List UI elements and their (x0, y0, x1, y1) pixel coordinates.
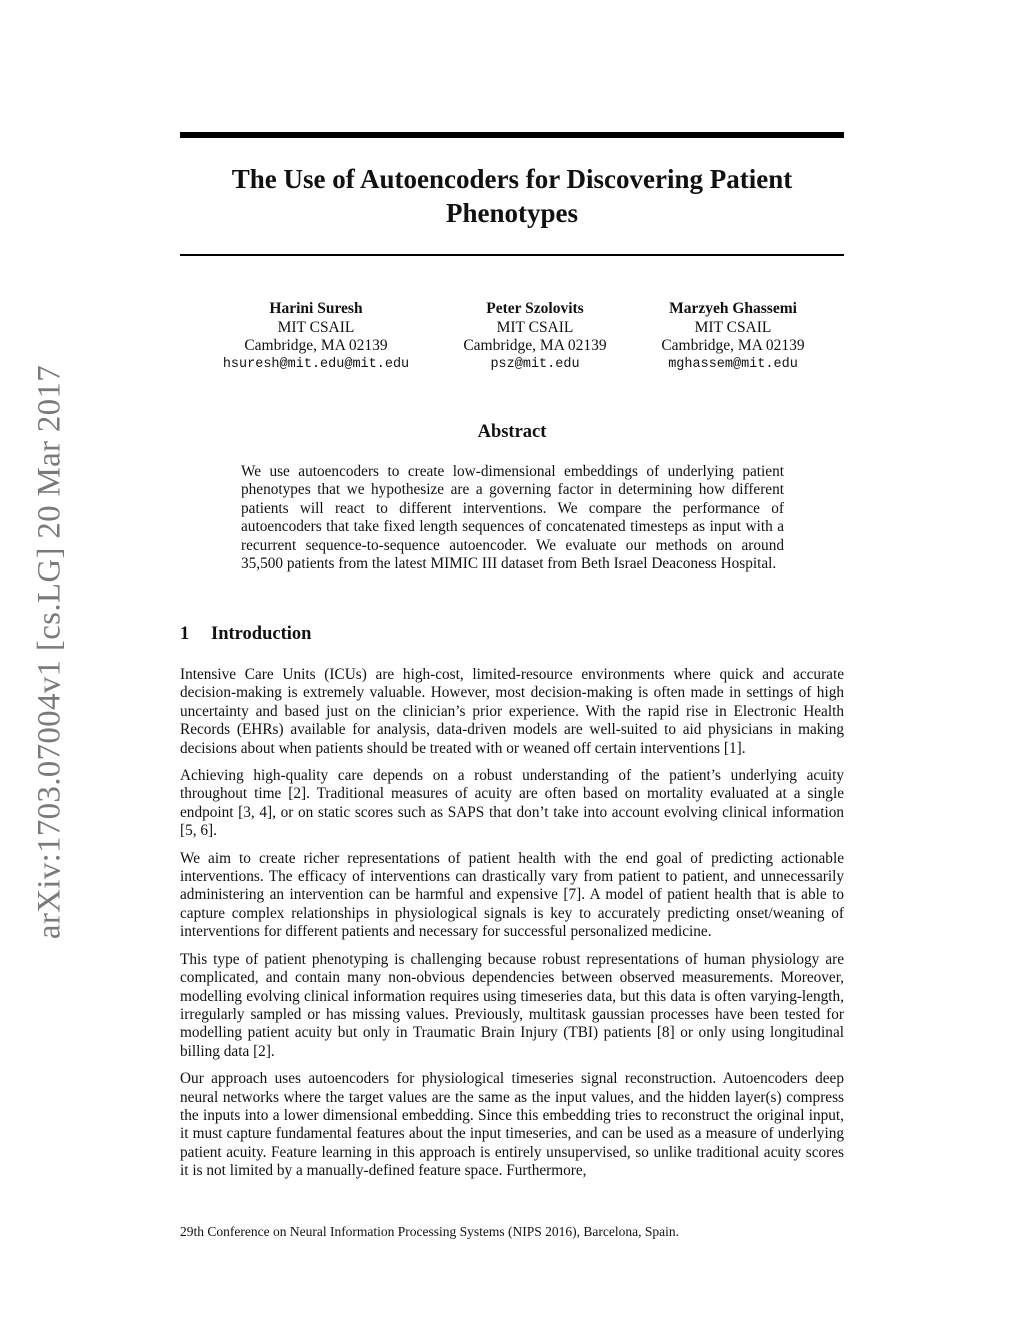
title-bottom-rule (180, 254, 844, 256)
author-block (180, 300, 844, 380)
author-address: Cambridge, MA 02139 (661, 337, 805, 354)
author-card (223, 300, 409, 374)
author-card (463, 300, 606, 374)
abstract-text: We use autoencoders to create low-dimensional embeddings of underlying patient phenotypes that we hypothesize are a governing factor in determining how different patients will react to different interventions. We compare the performance of autoencoders that take fixed length sequences of concatenated timesteps as input with a recurrent sequence-to-sequence autoencoder. We evaluate our methods on around 35,500 patients from the latest MIMIC III dataset from Beth Israel Deaconess Hospital. (241, 463, 784, 573)
author-affiliation: MIT CSAIL (496, 318, 574, 336)
arxiv-identifier: arXiv:1703.07004v1 [cs.LG] 20 Mar 2017 (31, 364, 68, 940)
paper-title: The Use of Autoencoders for Discovering Patient Phenotypes (231, 164, 793, 228)
author-address: Cambridge, MA 02139 (463, 337, 607, 354)
section-heading (180, 624, 311, 645)
author-card (661, 300, 804, 374)
author-affiliation: MIT CSAIL (694, 318, 772, 336)
paragraph: This type of patient phenotyping is challenging because robust representations of human physiology are complicated, and contain many non-obvious dependencies between observed measurements. Moreover, modelling evolving clinical information requires using timeseries data, but this data is often varying-length, irregularly sampled or has missing values. Previously, multitask gaussian processes have been tested for modelling patient acuity but only in Traumatic Brain Injury (TBI) patients [8] or only using longitudinal billing data [2]. (180, 950, 844, 1060)
author-name: Peter Szolovits (486, 300, 584, 317)
paragraph: Our approach uses autoencoders for physiological timeseries signal reconstruction. Autoencoders deep neural networks where the target values are the same as the input values, and the hidden layer(s) compress the inputs into a lower dimensional embedding. Since this embedding tries to reconstruct the original input, it must capture fundamental features about the input timeseries, and can be used as a measure of underlying patient acuity. Feature learning in this approach is entirely unsupervised, so unlike traditional acuity scores it is not limited by a manually-defined feature space. Furthermore, (180, 1070, 844, 1180)
paragraph: We aim to create richer representations of patient health with the end goal of predicting actionable interventions. The efficacy of interventions can drastically vary from patient to patient, and unnecessarily administering an intervention can be harmful and expensive [7]. A model of patient health that is able to capture complex relationships in physiological signals is key to accurately predicting onset/weaning of interventions for different patients and necessary for successful personalized medicine. (180, 849, 844, 941)
section-title: Introduction (211, 624, 312, 644)
author-address: Cambridge, MA 02139 (244, 337, 388, 354)
author-email[interactable]: mghassem@mit.edu (668, 356, 798, 372)
abstract-heading: Abstract (477, 422, 547, 442)
author-name: Harini Suresh (269, 300, 363, 317)
author-email[interactable]: psz@mit.edu (490, 356, 580, 372)
title-top-rule (180, 132, 844, 138)
section-body (180, 666, 844, 1190)
conference-footnote: 29th Conference on Neural Information Processing Systems (NIPS 2016), Barcelona, Spain. (180, 1224, 680, 1239)
author-affiliation: MIT CSAIL (277, 318, 355, 336)
paragraph: Intensive Care Units (ICUs) are high-cost, limited-resource environments where quick and accurate decision-making is extremely valuable. However, most decision-making is often made in settings of high uncertainty and based just on the clinician’s prior experience. With the rapid rise in Electronic Health Records (EHRs) available for analysis, data-driven models are well-suited to aid physicians in making decisions about when patients should be treated with or weaned off certain interventions [1]. (180, 666, 844, 757)
paragraph: Achieving high-quality care depends on a robust understanding of the patient’s underlying acuity throughout time [2]. Traditional measures of acuity are often based on mortality evaluated at a single endpoint [3, 4], or on static scores such as SAPS that don’t take into account evolving clinical information [5, 6]. (180, 767, 844, 840)
author-name: Marzyeh Ghassemi (669, 300, 797, 317)
section-number: 1 (180, 624, 190, 644)
author-email[interactable]: hsuresh@mit.edu@mit.edu (222, 356, 410, 372)
